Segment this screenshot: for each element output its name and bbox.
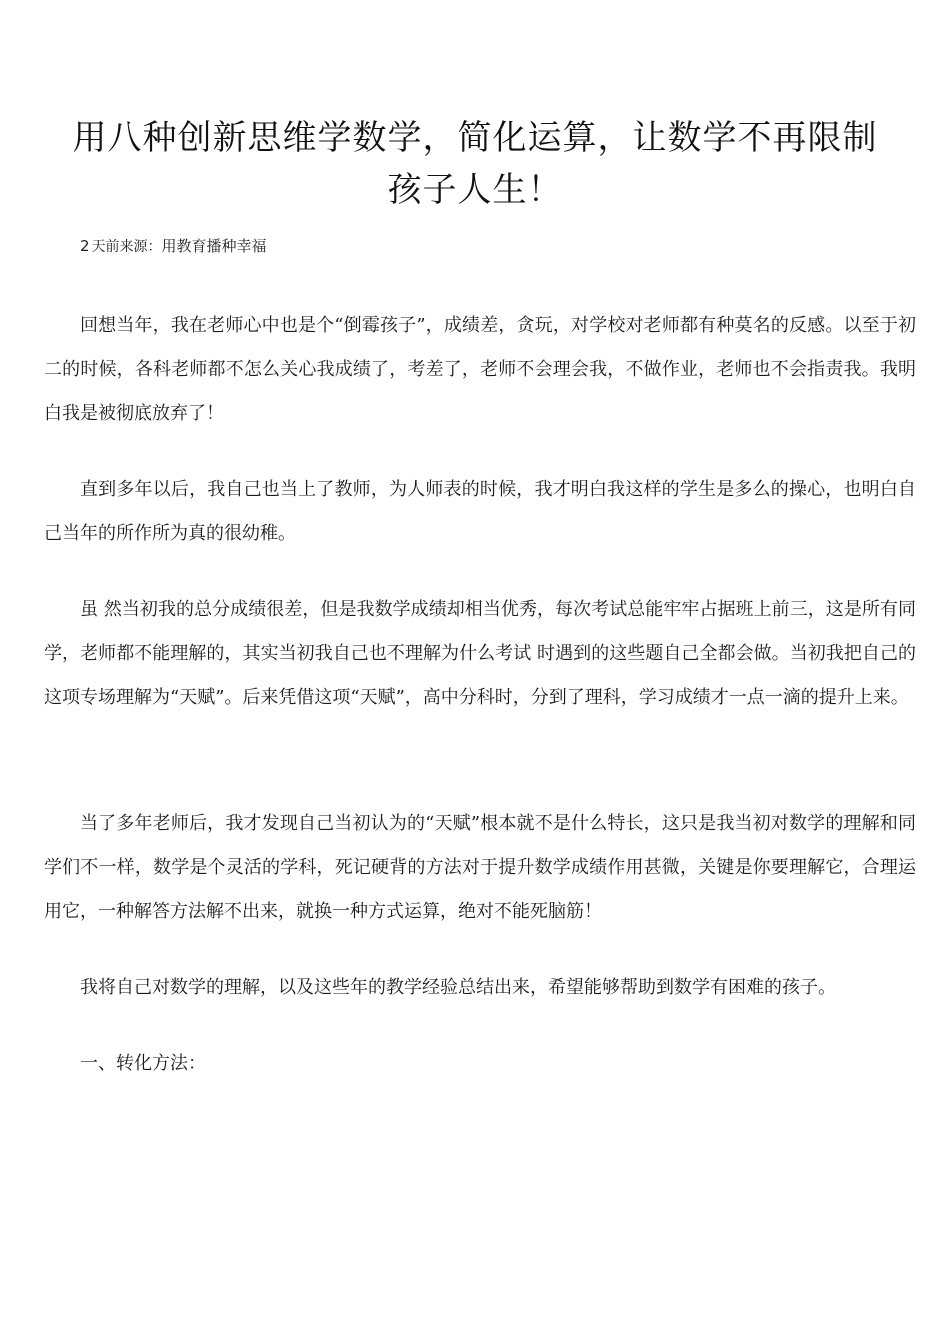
paragraph-1: 回想当年，我在老师心中也是个“倒霉孩子”，成绩差，贪玩，对学校对老师都有种莫名的反感。以至于初二的时候，各科老师都不怎么关心我成绩了，考差了，老师不会理会我，不做作业，老师也不会指责我。我明白我是被彻底放弃了！ (44, 315, 916, 424)
paragraph-2: 直到多年以后，我自己也当上了教师，为人师表的时候，我才明白我这样的学生是多么的操心，也明白自己当年的所作所为真的很幼稚。 (44, 479, 916, 544)
paragraph-3: 虽 然当初我的总分成绩很差，但是我数学成绩却相当优秀，每次考试总能牢牢占据班上前三，这是所有同学，老师都不能理解的，其实当初我自己也不理解为什么考试 时遇到的这些题自己全都会做。当初我把自己的这项专场理解为“天赋”。后来凭借这项“天赋”，高中分科时，分到了理科，学习成绩才一点一滴的提升上来。 (44, 599, 916, 708)
section-heading: 一、转化方法： (80, 1053, 206, 1074)
article-meta (80, 236, 267, 257)
meta-days-count: 2 (80, 237, 90, 255)
meta-source: 用教育播种幸福 (161, 237, 267, 255)
paragraph-4: 当了多年老师后，我才发现自己当初认为的“天赋”根本就不是什么特长，这只是我当初对数学的理解和同学们不一样，数学是个灵活的学科，死记硬背的方法对于提升数学成绩作用甚微，关键是你要理解它，合理运用它，一种解答方法解不出来，就换一种方式运算，绝对不能死脑筋！ (44, 813, 916, 922)
meta-prefix: 天前来源： (91, 239, 162, 255)
article-title: 用八种创新思维学数学，简化运算，让数学不再限制孩子人生！ (72, 118, 878, 210)
paragraph-5: 我将自己对数学的理解，以及这些年的教学经验总结出来，希望能够帮助到数学有困难的孩子。 (80, 977, 836, 998)
